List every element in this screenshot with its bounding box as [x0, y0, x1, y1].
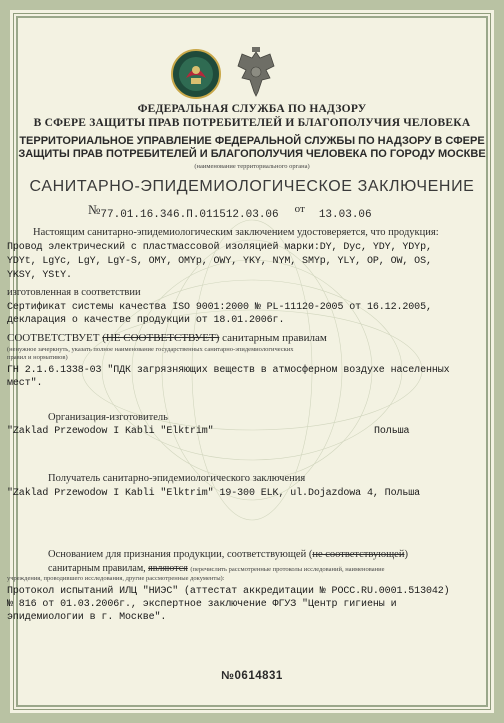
manufactured-docs [7, 301, 477, 327]
conformity-statement [7, 332, 327, 344]
certificate-number: 77.01.16.346.П.011512.03.06 [100, 209, 279, 221]
conformity-struck: (НЕ СООТВЕТСТВУЕТ) [102, 332, 220, 344]
basis-line2 [48, 563, 488, 574]
basis-struck: не соответствующей [312, 549, 405, 560]
recipient-value: "Zaklad Przewodow I Kabli "Elktrim" 19-300 ELK, ul.Dojazdowa 4, Польша [7, 488, 421, 499]
form-number: №0614831 [221, 670, 283, 682]
basis-doc-line: Протокол испытаний ИЛЦ "НИЭС" (аттестат аккредитации № РОСС.RU.0001.513042) [7, 586, 450, 597]
rospotrebnadzor-emblem [170, 48, 222, 100]
basis-documents [7, 585, 479, 624]
manufactured-label: изготовленная в соответствии [7, 287, 141, 298]
conformity-caption2: правил и нормативов) [7, 354, 68, 361]
basis-text-end: ) [404, 549, 408, 560]
sanitary-rules [7, 364, 477, 390]
date-prefix: от [294, 203, 305, 215]
product-line: YDYt, LgYc, LgY, LgY-S, OMY, OMYp, OWY, YKY, NYM, SMYp, YLY, OP, OW, OS, [7, 256, 432, 267]
document-title: САНИТАРНО-ЭПИДЕМИОЛОГИЧЕСКОЕ ЗАКЛЮЧЕНИЕ [29, 178, 475, 195]
recipient-label: Получатель санитарно-эпидемиологического заключения [48, 473, 306, 484]
conformity-word: СООТВЕТСТВУЕТ [7, 332, 100, 344]
manufactured-line: Сертификат системы качества ISO 9001:2000 № PL-11120-2005 от 16.12.2005, [7, 302, 432, 313]
basis-caption: (перечислить рассмотренные протоколы исследований, наименование [190, 566, 385, 573]
intro-text: Настоящим санитарно-эпидемиологическим заключением удостоверяется, что продукция: [33, 227, 439, 238]
service-name-line1: ФЕДЕРАЛЬНАЯ СЛУЖБА ПО НАДЗОРУ [137, 103, 367, 115]
basis-line1 [48, 549, 478, 560]
basis-struck: являются [148, 563, 188, 574]
basis-doc-line: № 816 от 01.03.2006г., экспертное заключение ФГУЗ "Центр гигиены и [7, 599, 397, 610]
basis-text: Основанием для признания продукции, соответствующей ( [48, 549, 313, 560]
authority-line1: ТЕРРИТОРИАЛЬНОЕ УПРАВЛЕНИЕ ФЕДЕРАЛЬНОЙ СЛУЖБЫ ПО НАДЗОРУ В СФЕРЕ [19, 135, 485, 147]
rules-line: мест". [7, 378, 43, 389]
product-line: YKSY, YStY. [7, 270, 72, 281]
certificate-date: 13.03.06 [318, 209, 372, 221]
manufacturer-name: "Zaklad Przewodow I Kabli "Elktrim" [7, 426, 214, 437]
conformity-rest: санитарным правилам [222, 332, 327, 344]
manufactured-line: декларация о качестве продукции от 18.01.2006г. [7, 315, 285, 326]
number-row [88, 201, 418, 219]
manufacturer-label: Организация-изготовитель [48, 412, 168, 423]
rules-line: ГН 2.1.6.1338-03 "ПДК загрязняющих веществ в атмосферном воздухе населенных [7, 365, 450, 376]
basis-caption2: учреждения, проводившего исследования, другие рассмотренные документы): [7, 575, 225, 582]
product-line: Провод электрический с пластмассовой изоляцией марки:DY, Dyc, YDY, YDYp, [7, 242, 432, 253]
authority-line2: ЗАЩИТЫ ПРАВ ПОТРЕБИТЕЛЕЙ И БЛАГОПОЛУЧИЯ ЧЕЛОВЕКА ПО ГОРОДУ МОСКВЕ [18, 148, 486, 160]
product-list [7, 241, 467, 283]
authority-caption: (наименование территориального органа) [194, 163, 310, 170]
service-name-line2: В СФЕРЕ ЗАЩИТЫ ПРАВ ПОТРЕБИТЕЛЕЙ И БЛАГОПОЛУЧИЯ ЧЕЛОВЕКА [33, 117, 471, 129]
number-sign: № [88, 202, 101, 217]
basis-doc-line: эпидемиологии в г. Москве". [7, 612, 167, 623]
manufacturer-country: Польша [374, 426, 410, 437]
conformity-caption1: (ненужное зачеркнуть, указать полное наименование государственных санитарно-эпидемиологических [7, 346, 294, 353]
basis-text: санитарным правилам, [48, 563, 146, 574]
double-headed-eagle-icon [232, 44, 280, 100]
